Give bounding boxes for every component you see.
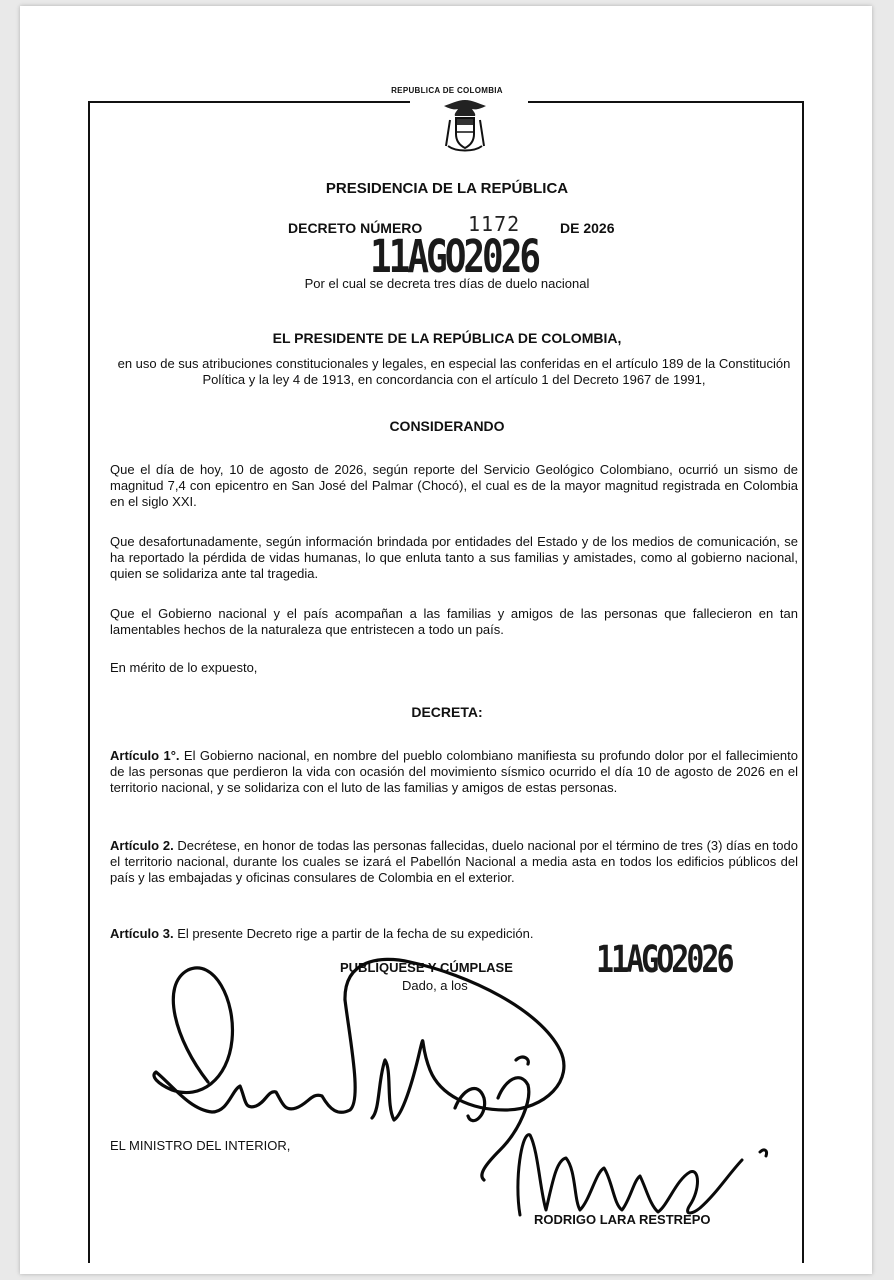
article-3-label: Artículo 3. <box>110 926 174 941</box>
article-1-text: El Gobierno nacional, en nombre del pueblo colombiano manifiesta su profundo dolor por el fallecimiento de las personas que perdieron la vida con ocasión del movimiento sísmico ocurrido el día 10 de agosto de 2026 en el territorio nacional, y se solidariza con el luto de las familias y amigos de estas personas. <box>110 748 798 795</box>
decree-year-label: DE 2026 <box>560 220 615 236</box>
article-1-label: Artículo 1°. <box>110 748 180 763</box>
article-2 <box>110 838 798 886</box>
article-2-text: Decrétese, en honor de todas las personas fallecidas, duelo nacional por el término de tres (3) días en todo el territorio nacional, durante los cuales se izará el Pabellón Nacional a media asta en todos los edificios públicos del país y las embajadas y oficinas consulares de Colombia en el exterior. <box>110 838 798 885</box>
date-stamp-header: 11AGO2026 <box>370 232 539 284</box>
date-stamp-closing: 11AGO2026 <box>596 938 732 982</box>
authority-heading: EL PRESIDENTE DE LA REPÚBLICA DE COLOMBIA, <box>272 330 622 346</box>
attributions-text: en uso de sus atribuciones constitucionales y legales, en especial las conferidas en el artículo 189 de la Constitución Política y la ley 4 de 1913, en concordancia con el artículo 1 del Decreto 1967 de 1991, <box>117 356 791 387</box>
consideration-3: Que el Gobierno nacional y el país acompañan a las familias y amigos de las personas que fallecieron en tan lamentables hechos de la naturaleza que entristecen a todo un país. <box>110 606 798 637</box>
article-1 <box>110 748 798 796</box>
minister-title: EL MINISTRO DEL INTERIOR, <box>110 1138 291 1153</box>
article-3-text: El presente Decreto rige a partir de la fecha de su expedición. <box>173 926 534 941</box>
republica-label: REPUBLICA DE COLOMBIA <box>391 86 503 95</box>
decree-number: 1172 <box>468 212 521 236</box>
merit-text: En mérito de lo expuesto, <box>110 660 258 675</box>
coat-of-arms-icon <box>440 96 490 154</box>
entity-title: PRESIDENCIA DE LA REPÚBLICA <box>325 180 569 197</box>
consideration-2: Que desafortunadamente, según información brindada por entidades del Estado y de los medios de comunicación, se ha reportado la pérdida de vidas humanas, lo que enluta tanto a sus familias y amistades, como al gobierno nacional, quien se solidariza ante tal tragedia. <box>110 534 798 581</box>
decrees-heading: DECRETA: <box>411 704 483 720</box>
decree-label: DECRETO NÚMERO <box>288 220 423 236</box>
article-2-label: Artículo 2. <box>110 838 174 853</box>
decree-subtitle: Por el cual se decreta tres días de duelo nacional <box>304 276 590 291</box>
considering-heading: CONSIDERANDO <box>389 418 505 434</box>
minister-name: RODRIGO LARA RESTREPO <box>534 1212 711 1227</box>
dado-text: Dado, a los <box>402 978 468 993</box>
consideration-1: Que el día de hoy, 10 de agosto de 2026, según reporte del Servicio Geológico Colombiano, ocurrió un sismo de magnitud 7,4 con epicentro en San José del Palmar (Chocó), el cual es de la mayor magnitud registrada en Colombia en el siglo XXI. <box>110 462 798 509</box>
publiquese-heading: PUBLÍQUESE Y CÚMPLASE <box>340 960 513 975</box>
